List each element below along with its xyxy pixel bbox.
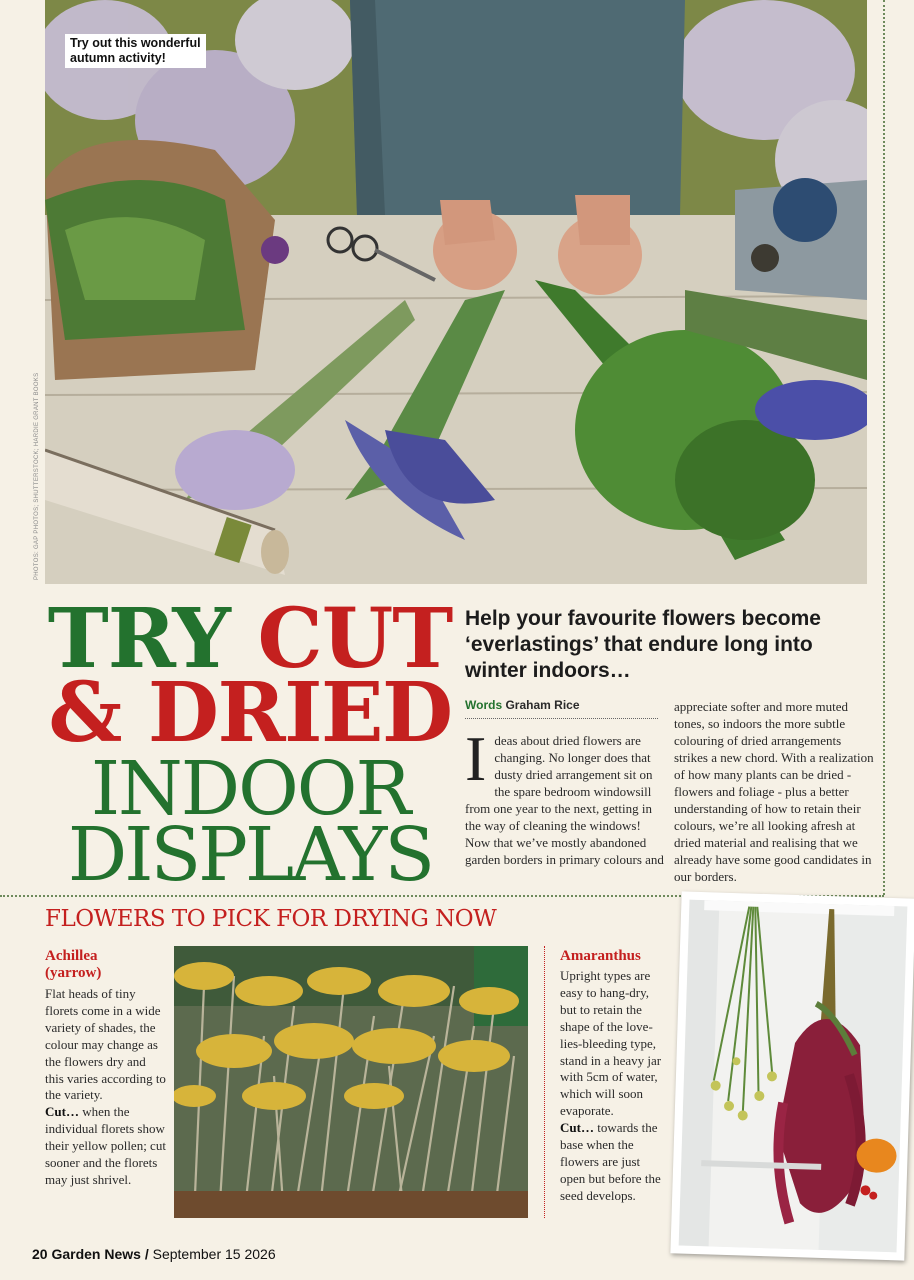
- headline-try: TRY: [47, 591, 258, 687]
- column-separator: [544, 946, 545, 1218]
- footer-separator: /: [140, 1246, 149, 1262]
- body-column-1: [465, 723, 665, 868]
- achillea-photo: [174, 946, 528, 1218]
- standfirst: Help your favourite flowers become ‘everlastings’ that endure long into winter indoors…: [465, 607, 821, 682]
- headline-line-3: INDOOR: [90, 746, 410, 832]
- body-text-1: deas about dried flowers are changing. No longer does that dusty dried arrangement sit on the spare bedroom windowsill from one year to the next, getting in the way of cleaning the windows! Now that we’ve mostly abandoned garden borders in primary colours and: [465, 733, 664, 867]
- amaranthus-illustration: [679, 900, 908, 1253]
- headline-line-2: & DRIED: [48, 665, 452, 761]
- byline-author: Graham Rice: [505, 698, 580, 712]
- section-heading: FLOWERS TO PICK FOR DRYING NOW: [45, 906, 497, 932]
- page-number: 20: [32, 1246, 48, 1262]
- achillea-cut-label: Cut…: [45, 1104, 79, 1120]
- body-column-2: appreciate softer and more muted tones, so indoors the more subtle colouring of dried arrangements strikes a new chord. With a realization of how many plants can be dried - flowers and foliage - plus a better understanding of how to retain their colours, we’re all looking afresh at dried material and realising that we already have some good candidates in our borders.: [674, 699, 874, 884]
- amaranthus-title: Amaranthus: [560, 948, 641, 964]
- achillea-text: Flat heads of tiny florets come in a wide variety of shades, the colour may change as the flowers dry and this varies according to the variety. Cut… when the individual florets show their yellow pollen; cut sooner and the florets may just shrivel.: [45, 986, 166, 1187]
- headline-line-4: DISPLAYS: [67, 812, 433, 898]
- amaranthus-photo: [670, 891, 914, 1260]
- drop-cap: I: [465, 723, 487, 794]
- achillea-title: Achillea (yarrow): [45, 948, 102, 981]
- issue-date: September 15 2026: [148, 1246, 276, 1262]
- byline: [465, 698, 658, 719]
- achillea-illustration: [174, 946, 528, 1218]
- page-border-right: [883, 0, 885, 895]
- hero-illustration: [45, 0, 867, 584]
- page-footer: [32, 1246, 276, 1262]
- photo-credit: PHOTOS: GAP PHOTOS; SHUTTERSTOCK; HARDIE GRANT BOOKS: [34, 372, 40, 580]
- headline-cut: CUT: [257, 591, 453, 687]
- hero-tagline: Try out this wonderful autumn activity!: [65, 34, 206, 68]
- amaranthus-cut-label: Cut…: [560, 1120, 594, 1136]
- byline-label: Words: [465, 698, 503, 712]
- publication-name: Garden News: [51, 1246, 141, 1262]
- amaranthus-text: Upright types are easy to hang-dry, but to retain the shape of the love-lies-bleeding type, stand in a heavy jar with 5cm of water, which will soon evaporate. Cut… towards the base when the flowers are just open but before the seed develops.: [560, 968, 662, 1203]
- hero-photo: [45, 0, 867, 584]
